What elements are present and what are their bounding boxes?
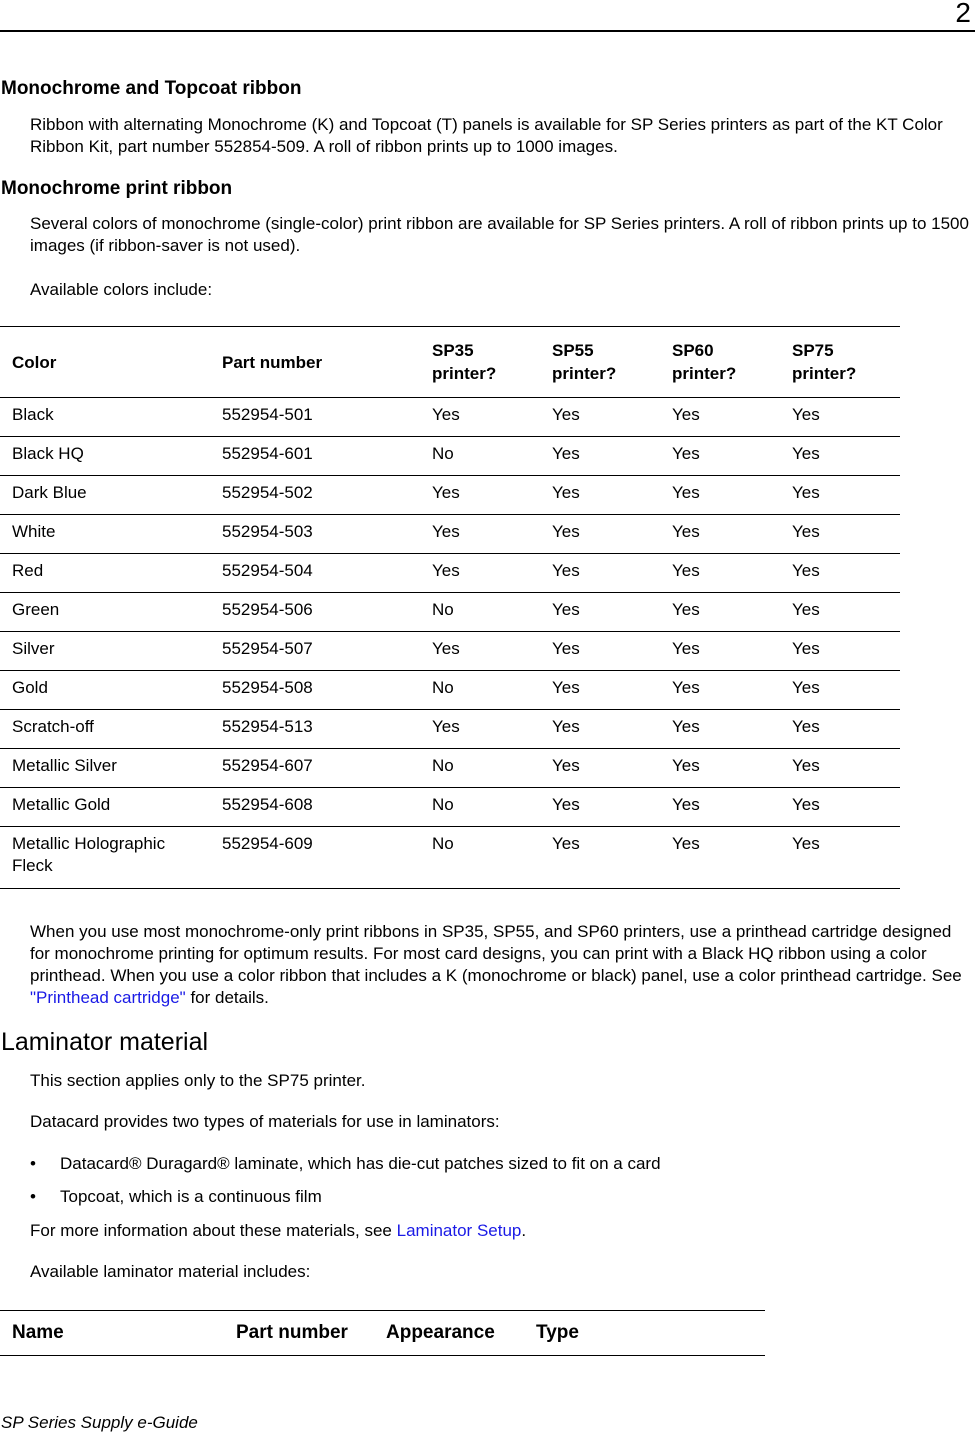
table-cell: Yes [780,515,900,554]
mono-topcoat-body: Ribbon with alternating Monochrome (K) and Topcoat (T) panels is available for SP Series printers as part of the KT Color Ribbon Kit, part number 552854-509. A roll of ribbon prints up to 1000 images. [30,115,943,156]
table-cell: Yes [540,437,660,476]
monochrome-note [30,921,971,1009]
table-cell: Black HQ [0,437,210,476]
table-cell: Yes [660,437,780,476]
table-cell: 552954-513 [210,710,420,749]
table-cell: Metallic Silver [0,749,210,788]
table-cell: Yes [780,632,900,671]
laminator-available: Available laminator material includes: [30,1262,311,1281]
table-cell: Yes [420,710,540,749]
col-header: SP35 printer? [420,327,540,398]
laminator-table [0,1310,765,1356]
table-cell: Yes [660,632,780,671]
col-header: SP55 printer? [540,327,660,398]
table-row [0,398,900,437]
table-row [0,671,900,710]
col-header: Part number [224,1311,374,1356]
table-cell: Yes [780,398,900,437]
colors-intro: Available colors include: [30,280,213,299]
table-cell: No [420,827,540,889]
table-cell: Yes [660,398,780,437]
page-number: 2 [955,0,971,28]
more-info-end: . [521,1221,527,1240]
table-cell: No [420,671,540,710]
note-text-end: for details. [185,988,269,1007]
heading-mono-print: Monochrome print ribbon [1,178,233,199]
table-cell: Green [0,593,210,632]
table-cell: Yes [420,398,540,437]
bullet-text: Datacard® Duragard® laminate, which has die-cut patches sized to fit on a card [60,1154,661,1173]
ribbon-colors-table [0,326,900,889]
table-cell: Yes [540,554,660,593]
table-cell: Red [0,554,210,593]
table-cell: Yes [540,515,660,554]
table-row [0,476,900,515]
header-rule [0,30,975,32]
bullet-text: Topcoat, which is a continuous film [60,1187,322,1206]
mono-print-body: Several colors of monochrome (single-color) print ribbon are available for SP Series printers. A roll of ribbon prints up to 1500 images (if ribbon-saver is not used). [30,214,969,255]
table-cell: Yes [660,476,780,515]
table-cell: 552954-503 [210,515,420,554]
heading-mono-topcoat: Monochrome and Topcoat ribbon [1,78,302,99]
table-row [0,788,900,827]
table-row [0,827,900,889]
bullet-marker: • [30,1187,36,1206]
table-cell: Yes [780,554,900,593]
table-cell: Yes [780,710,900,749]
table-row [0,710,900,749]
laminator-more-info [30,1220,971,1242]
table-cell: Gold [0,671,210,710]
table-header-row [0,1311,765,1356]
table-cell: Yes [540,710,660,749]
table-cell: Yes [420,554,540,593]
table-cell: Yes [660,554,780,593]
table-cell: Yes [780,827,900,889]
table-cell: Yes [540,398,660,437]
laminator-provides: Datacard provides two types of materials for use in laminators: [30,1112,500,1131]
col-header: SP60 printer? [660,327,780,398]
col-header: Type [524,1311,765,1356]
table-cell: 552954-508 [210,671,420,710]
table-cell: Yes [540,827,660,889]
table-cell: 552954-607 [210,749,420,788]
table-cell: Yes [660,788,780,827]
table-cell: Yes [540,632,660,671]
printhead-cartridge-link[interactable]: "Printhead cartridge" [30,988,186,1007]
table-cell: 552954-504 [210,554,420,593]
table-cell: Black [0,398,210,437]
col-header: SP75 printer? [780,327,900,398]
col-header: Part number [210,327,420,398]
col-header: Color [0,327,210,398]
table-cell: Yes [780,437,900,476]
table-cell: Metallic Gold [0,788,210,827]
table-cell: Yes [780,749,900,788]
table-cell: 552954-502 [210,476,420,515]
table-cell: Yes [780,593,900,632]
footer-title: SP Series Supply e-Guide [1,1413,198,1432]
table-cell: Yes [540,749,660,788]
table-row [0,749,900,788]
laminator-applies: This section applies only to the SP75 printer. [30,1071,366,1090]
table-cell: No [420,749,540,788]
table-cell: Yes [540,671,660,710]
table-cell: Yes [540,788,660,827]
table-cell: Yes [420,632,540,671]
table-cell: White [0,515,210,554]
table-cell: 552954-507 [210,632,420,671]
more-info-text: For more information about these materials, see [30,1221,397,1240]
table-cell: 552954-506 [210,593,420,632]
table-cell: 552954-501 [210,398,420,437]
table-row [0,593,900,632]
table-cell: Yes [660,515,780,554]
table-cell: Silver [0,632,210,671]
col-header: Name [0,1311,224,1356]
table-cell: Yes [660,593,780,632]
table-cell: 552954-609 [210,827,420,889]
table-cell: Yes [660,749,780,788]
table-cell: 552954-601 [210,437,420,476]
table-cell: No [420,593,540,632]
table-cell: 552954-608 [210,788,420,827]
table-row [0,632,900,671]
table-cell: Yes [780,476,900,515]
heading-laminator: Laminator material [1,1028,209,1056]
table-cell: Yes [420,476,540,515]
table-cell: Scratch-off [0,710,210,749]
bullet-marker: • [30,1154,36,1173]
table-row [0,515,900,554]
table-cell: Yes [660,710,780,749]
table-row [0,554,900,593]
table-cell: No [420,788,540,827]
table-cell: Yes [420,515,540,554]
table-cell: Yes [540,476,660,515]
table-header-row [0,327,900,398]
table-cell: Yes [660,671,780,710]
note-text: When you use most monochrome-only print ribbons in SP35, SP55, and SP60 printers, use a printhead cartridge designed for monochrome printing for optimum results. For most card designs, you can print with a Black HQ ribbon using a color printhead. When you use a color ribbon that includes a K (monochrome or black) panel, use a color printhead cartridge. See [30,922,962,985]
col-header: Appearance [374,1311,524,1356]
table-cell: Metallic Holographic Fleck [0,827,210,889]
laminator-setup-link[interactable]: Laminator Setup [396,1221,522,1240]
table-cell: Yes [780,788,900,827]
table-row [0,437,900,476]
table-cell: Dark Blue [0,476,210,515]
table-cell: Yes [660,827,780,889]
table-cell: Yes [780,671,900,710]
table-cell: No [420,437,540,476]
table-cell: Yes [540,593,660,632]
